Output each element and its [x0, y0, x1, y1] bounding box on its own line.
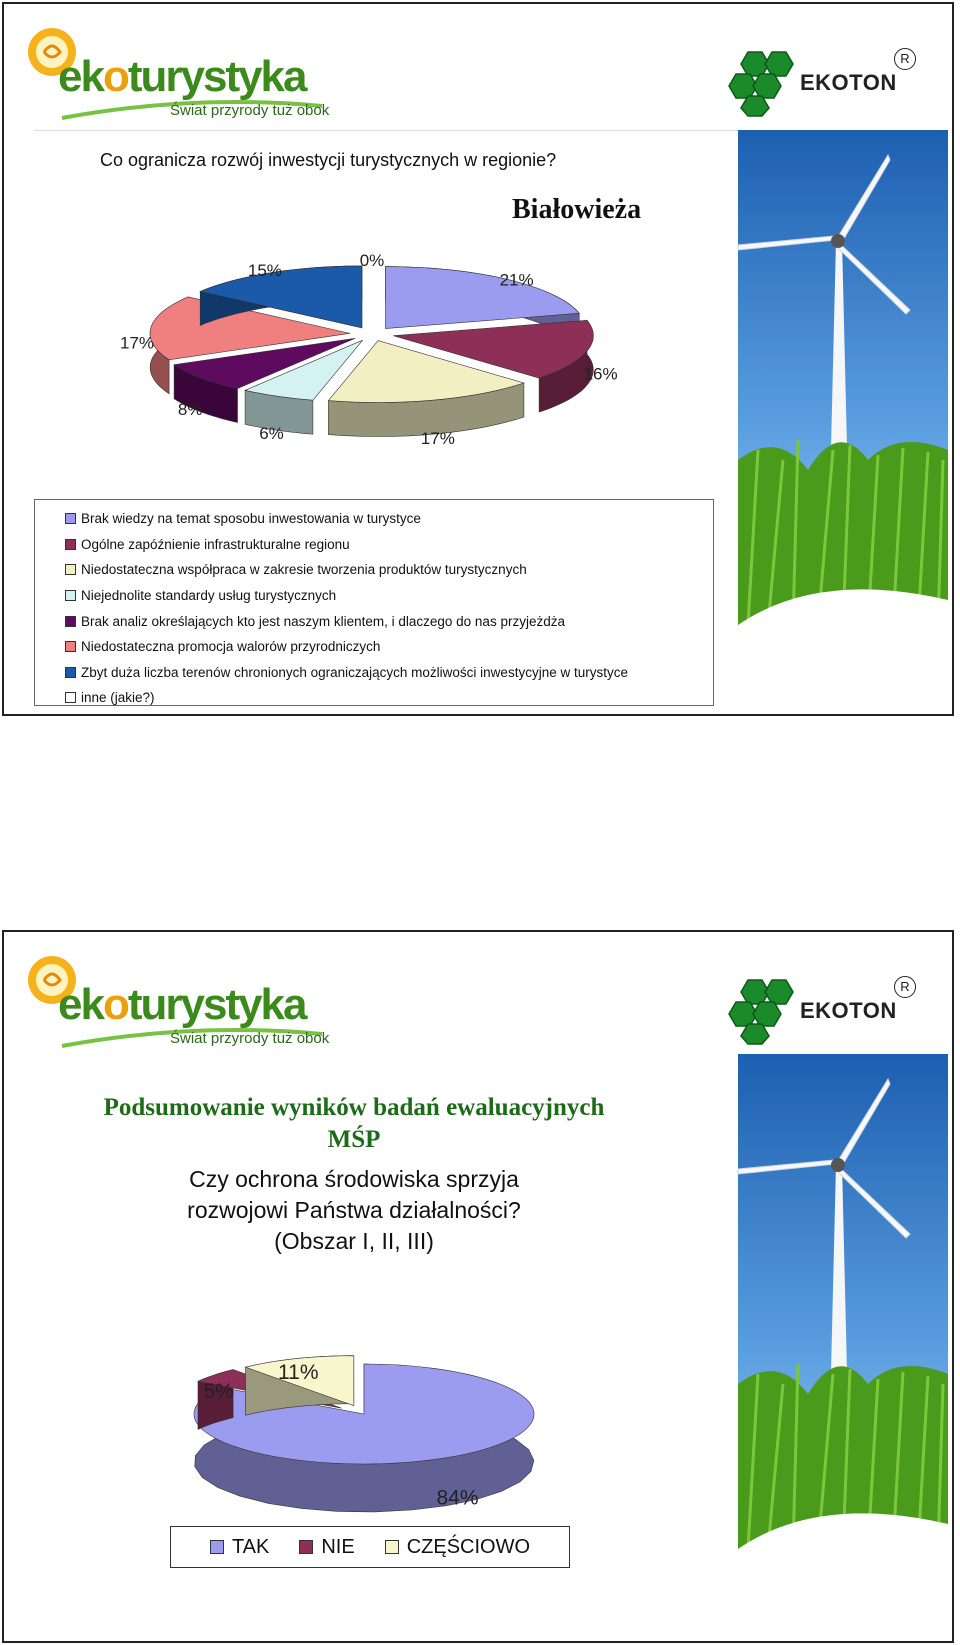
wind-turbine-photo: [738, 1054, 948, 1549]
legend-item: [65, 685, 713, 711]
obstacle-data-label: 16%: [583, 364, 618, 384]
legend-item: [210, 1536, 269, 1559]
registered-icon: R: [894, 976, 916, 998]
answer-data-label: 5%: [203, 1380, 234, 1404]
legend-swatch: [65, 616, 76, 627]
obstacle-data-label: 6%: [259, 424, 284, 444]
legend-label: Brak analiz określających kto jest naszym klientem, i dlaczego do nas przyjeżdża: [81, 613, 565, 629]
legend-label: Niedostateczna promocja walorów przyrodniczych: [81, 639, 381, 655]
hexagon-cluster-icon: [726, 46, 806, 116]
legend-item: [65, 634, 713, 660]
summary-title-line: Podsumowanie wyników badań ewaluacyjnych: [103, 1094, 605, 1121]
place-name: Białowieża: [512, 194, 642, 225]
legend-item: [65, 506, 713, 532]
chart-title: Co ogranicza rozwój inwestycji turystycznych w regionie?: [100, 150, 557, 170]
legend-swatch: [299, 1540, 313, 1554]
slide-summary: [2, 930, 954, 1643]
answer-data-label: 11%: [278, 1360, 319, 1384]
chart-legend: [170, 1526, 570, 1568]
summary-title-line: MŚP: [327, 1126, 381, 1153]
logo-wordmark: ekoturystyka: [58, 980, 306, 1029]
ekoton-logo: [726, 974, 916, 1044]
survey-question-line: Czy ochrona środowiska sprzyja: [189, 1166, 519, 1192]
legend-item: [65, 532, 713, 558]
header-divider: [34, 130, 738, 131]
legend-label: inne (jakie?): [81, 690, 155, 706]
legend-swatch: [65, 641, 76, 652]
slide-bialowieza: [2, 2, 954, 716]
legend-swatch: [385, 1540, 399, 1554]
obstacle-data-label: 21%: [499, 270, 534, 290]
obstacle-data-label: 17%: [420, 429, 455, 449]
ekoton-name: EKOTON: [800, 998, 897, 1023]
logo-wordmark: ekoturystyka: [58, 52, 306, 101]
obstacle-data-label: 17%: [119, 333, 155, 353]
legend-label: Brak wiedzy na temat sposobu inwestowania w turystyce: [81, 511, 421, 527]
legend-swatch: [65, 692, 76, 703]
obstacle-data-label: 0%: [359, 251, 385, 271]
legend-swatch: [65, 667, 76, 678]
legend-label: Niejednolite standardy usług turystycznych: [81, 588, 337, 604]
pie-chart-obstacles: [119, 234, 618, 474]
ekoturystyka-logo: [22, 22, 342, 122]
survey-question-line: (Obszar I, II, III): [274, 1228, 434, 1254]
legend-swatch: [210, 1540, 224, 1554]
legend-label: Zbyt duża liczba terenów chronionych ograniczających możliwości inwestycyjne w turystyce: [81, 664, 628, 680]
survey-question-line: rozwojowi Państwa działalności?: [187, 1197, 521, 1223]
survey-question: [4, 1164, 704, 1257]
wind-turbine-photo: [738, 130, 948, 625]
summary-title: [4, 1092, 704, 1156]
legend-item: [65, 608, 713, 634]
answer-data-label: 84%: [436, 1486, 479, 1510]
legend-swatch: [65, 513, 76, 524]
logo-tagline: Świat przyrody tuż obok: [170, 1030, 330, 1047]
legend-swatch: [65, 539, 76, 550]
hexagon-cluster-icon: [726, 974, 806, 1044]
ekoturystyka-logo: [22, 950, 342, 1050]
legend-label: Niedostateczna współpraca w zakresie tworzenia produktów turystycznych: [81, 562, 527, 578]
chart-legend: [34, 499, 714, 706]
ekoton-logo: [726, 46, 916, 116]
registered-icon: R: [894, 48, 916, 70]
legend-item: [65, 583, 713, 609]
legend-label: TAK: [231, 1535, 270, 1558]
legend-label: Ogólne zapóźnienie infrastrukturalne regionu: [81, 536, 350, 552]
obstacle-data-label: 8%: [177, 399, 203, 419]
pie-chart-environment: [164, 1302, 584, 1522]
legend-item: [65, 557, 713, 583]
legend-item: [385, 1536, 530, 1559]
logo-tagline: Świat przyrody tuż obok: [170, 102, 330, 119]
legend-item: [299, 1536, 354, 1559]
obstacle-data-label: 15%: [247, 261, 282, 281]
legend-swatch: [65, 564, 76, 575]
ekoton-name: EKOTON: [800, 70, 897, 95]
legend-swatch: [65, 590, 76, 601]
legend-label: CZĘŚCIOWO: [406, 1535, 531, 1558]
legend-item: [65, 660, 713, 686]
legend-label: NIE: [321, 1535, 355, 1558]
